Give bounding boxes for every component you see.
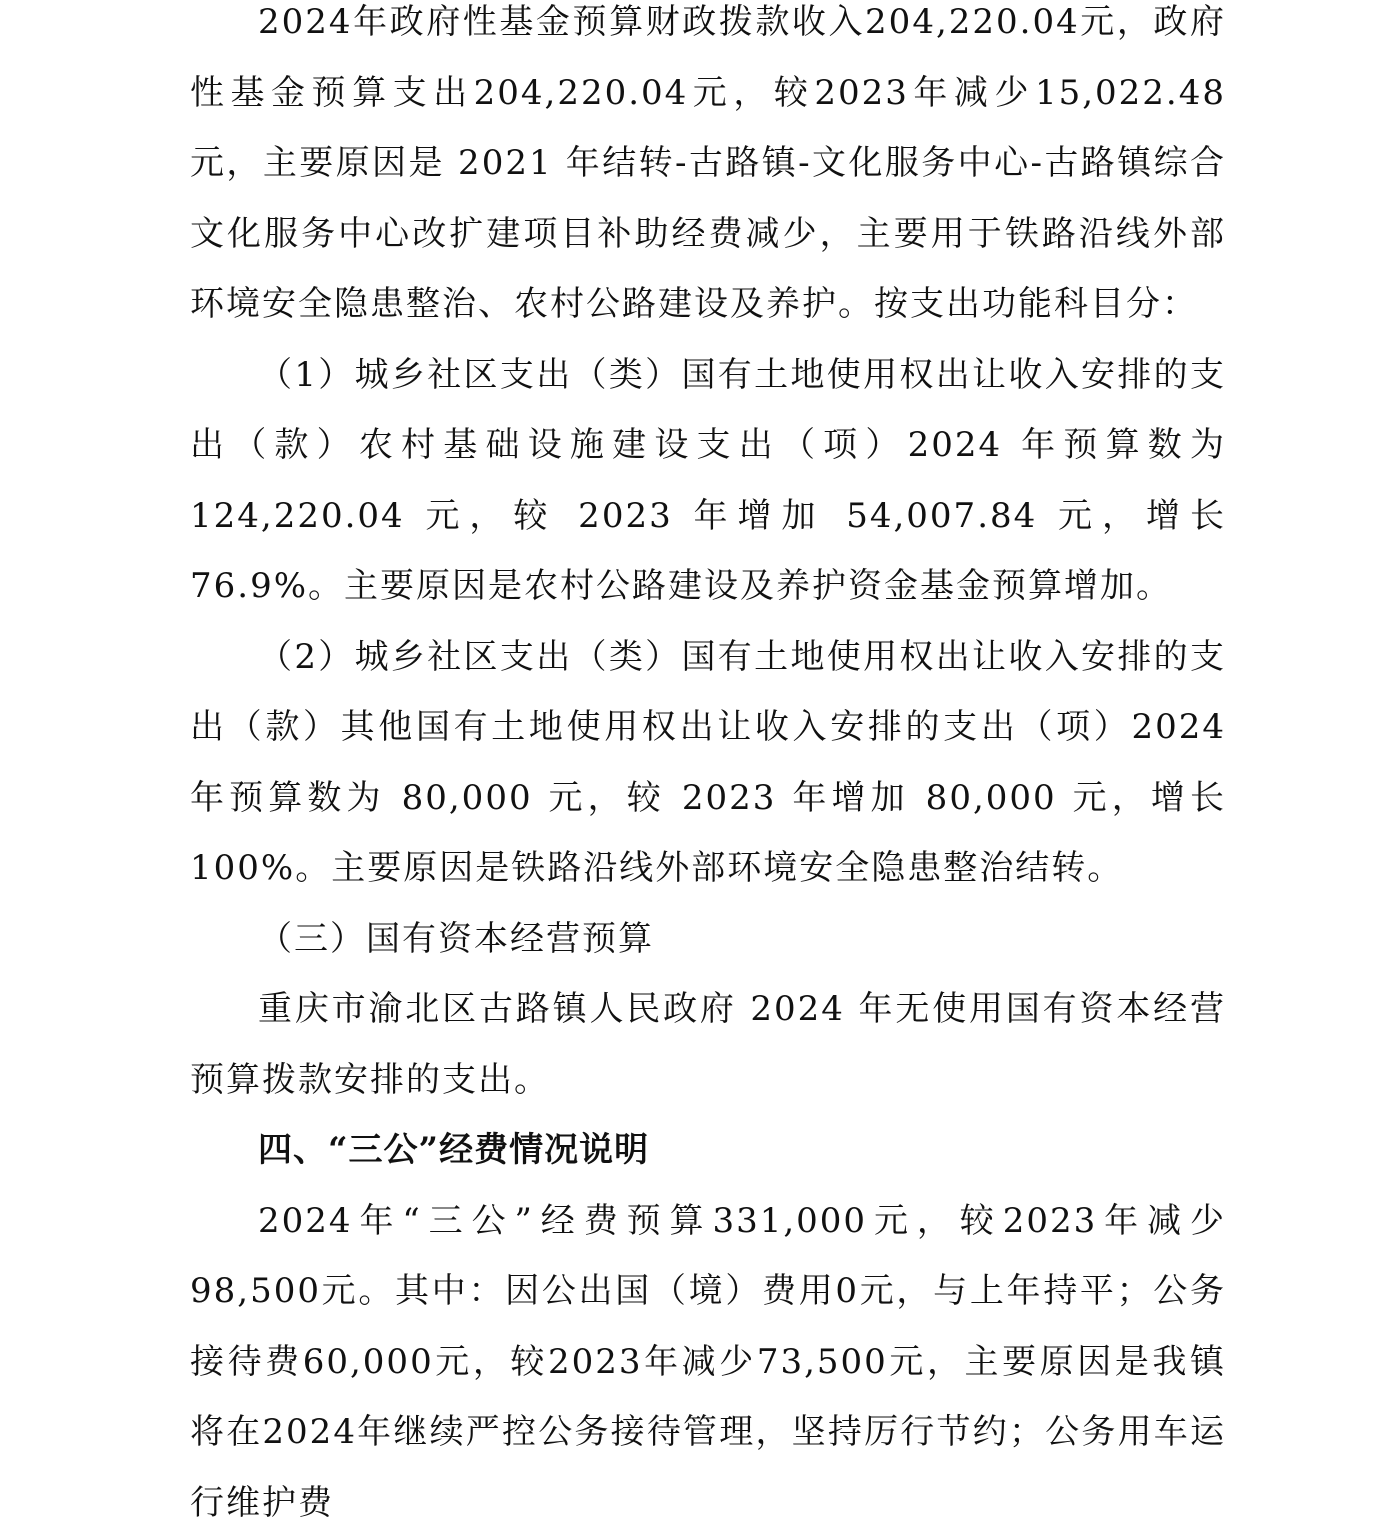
paragraph-item-2-other-land-use: （2）城乡社区支出（类）国有土地使用权出让收入安排的支出（款）其他国有土地使用权出让收入安排的支出（项）2024 年预算数为 80,000 元，较 2023 年增加 80,000 元，增长 100%。主要原因是铁路沿线外部环境安全隐患整治结转。 [190,622,1226,904]
paragraph-state-capital-budget: 重庆市渝北区古路镇人民政府 2024 年无使用国有资本经营预算拨款安排的支出。 [190,974,1226,1115]
paragraph-item-1-rural-infrastructure: （1）城乡社区支出（类）国有土地使用权出让收入安排的支出（款）农村基础设施建设支出（项）2024 年预算数为124,220.04 元，较 2023 年增加 54,007.84 元，增长 76.9%。主要原因是农村公路建设及养护资金基金预算增加。 [190,340,1226,622]
paragraph-three-public-expenses: 2024年“三公”经费预算331,000元，较2023年减少98,500元。其中：因公出国（境）费用0元，与上年持平；公务接待费60,000元，较2023年减少73,500元，主要原因是我镇将在2024年继续严控公务接待管理，坚持厉行节约；公务用车运行维护费 [190,1186,1226,1538]
paragraph-government-fund-budget: 2024年政府性基金预算财政拨款收入204,220.04元，政府性基金预算支出204,220.04元，较2023年减少15,022.48元，主要原因是 2021 年结转-古路镇-文化服务中心-古路镇综合文化服务中心改扩建项目补助经费减少，主要用于铁路沿线外部环境安全隐患整治、农村公路建设及养护。按支出功能科目分： [190,0,1226,340]
section-heading-three-public-expenses: 四、“三公”经费情况说明 [190,1115,1226,1186]
document-page [190,0,1226,1538]
subheading-state-capital-budget: （三）国有资本经营预算 [190,904,1226,975]
